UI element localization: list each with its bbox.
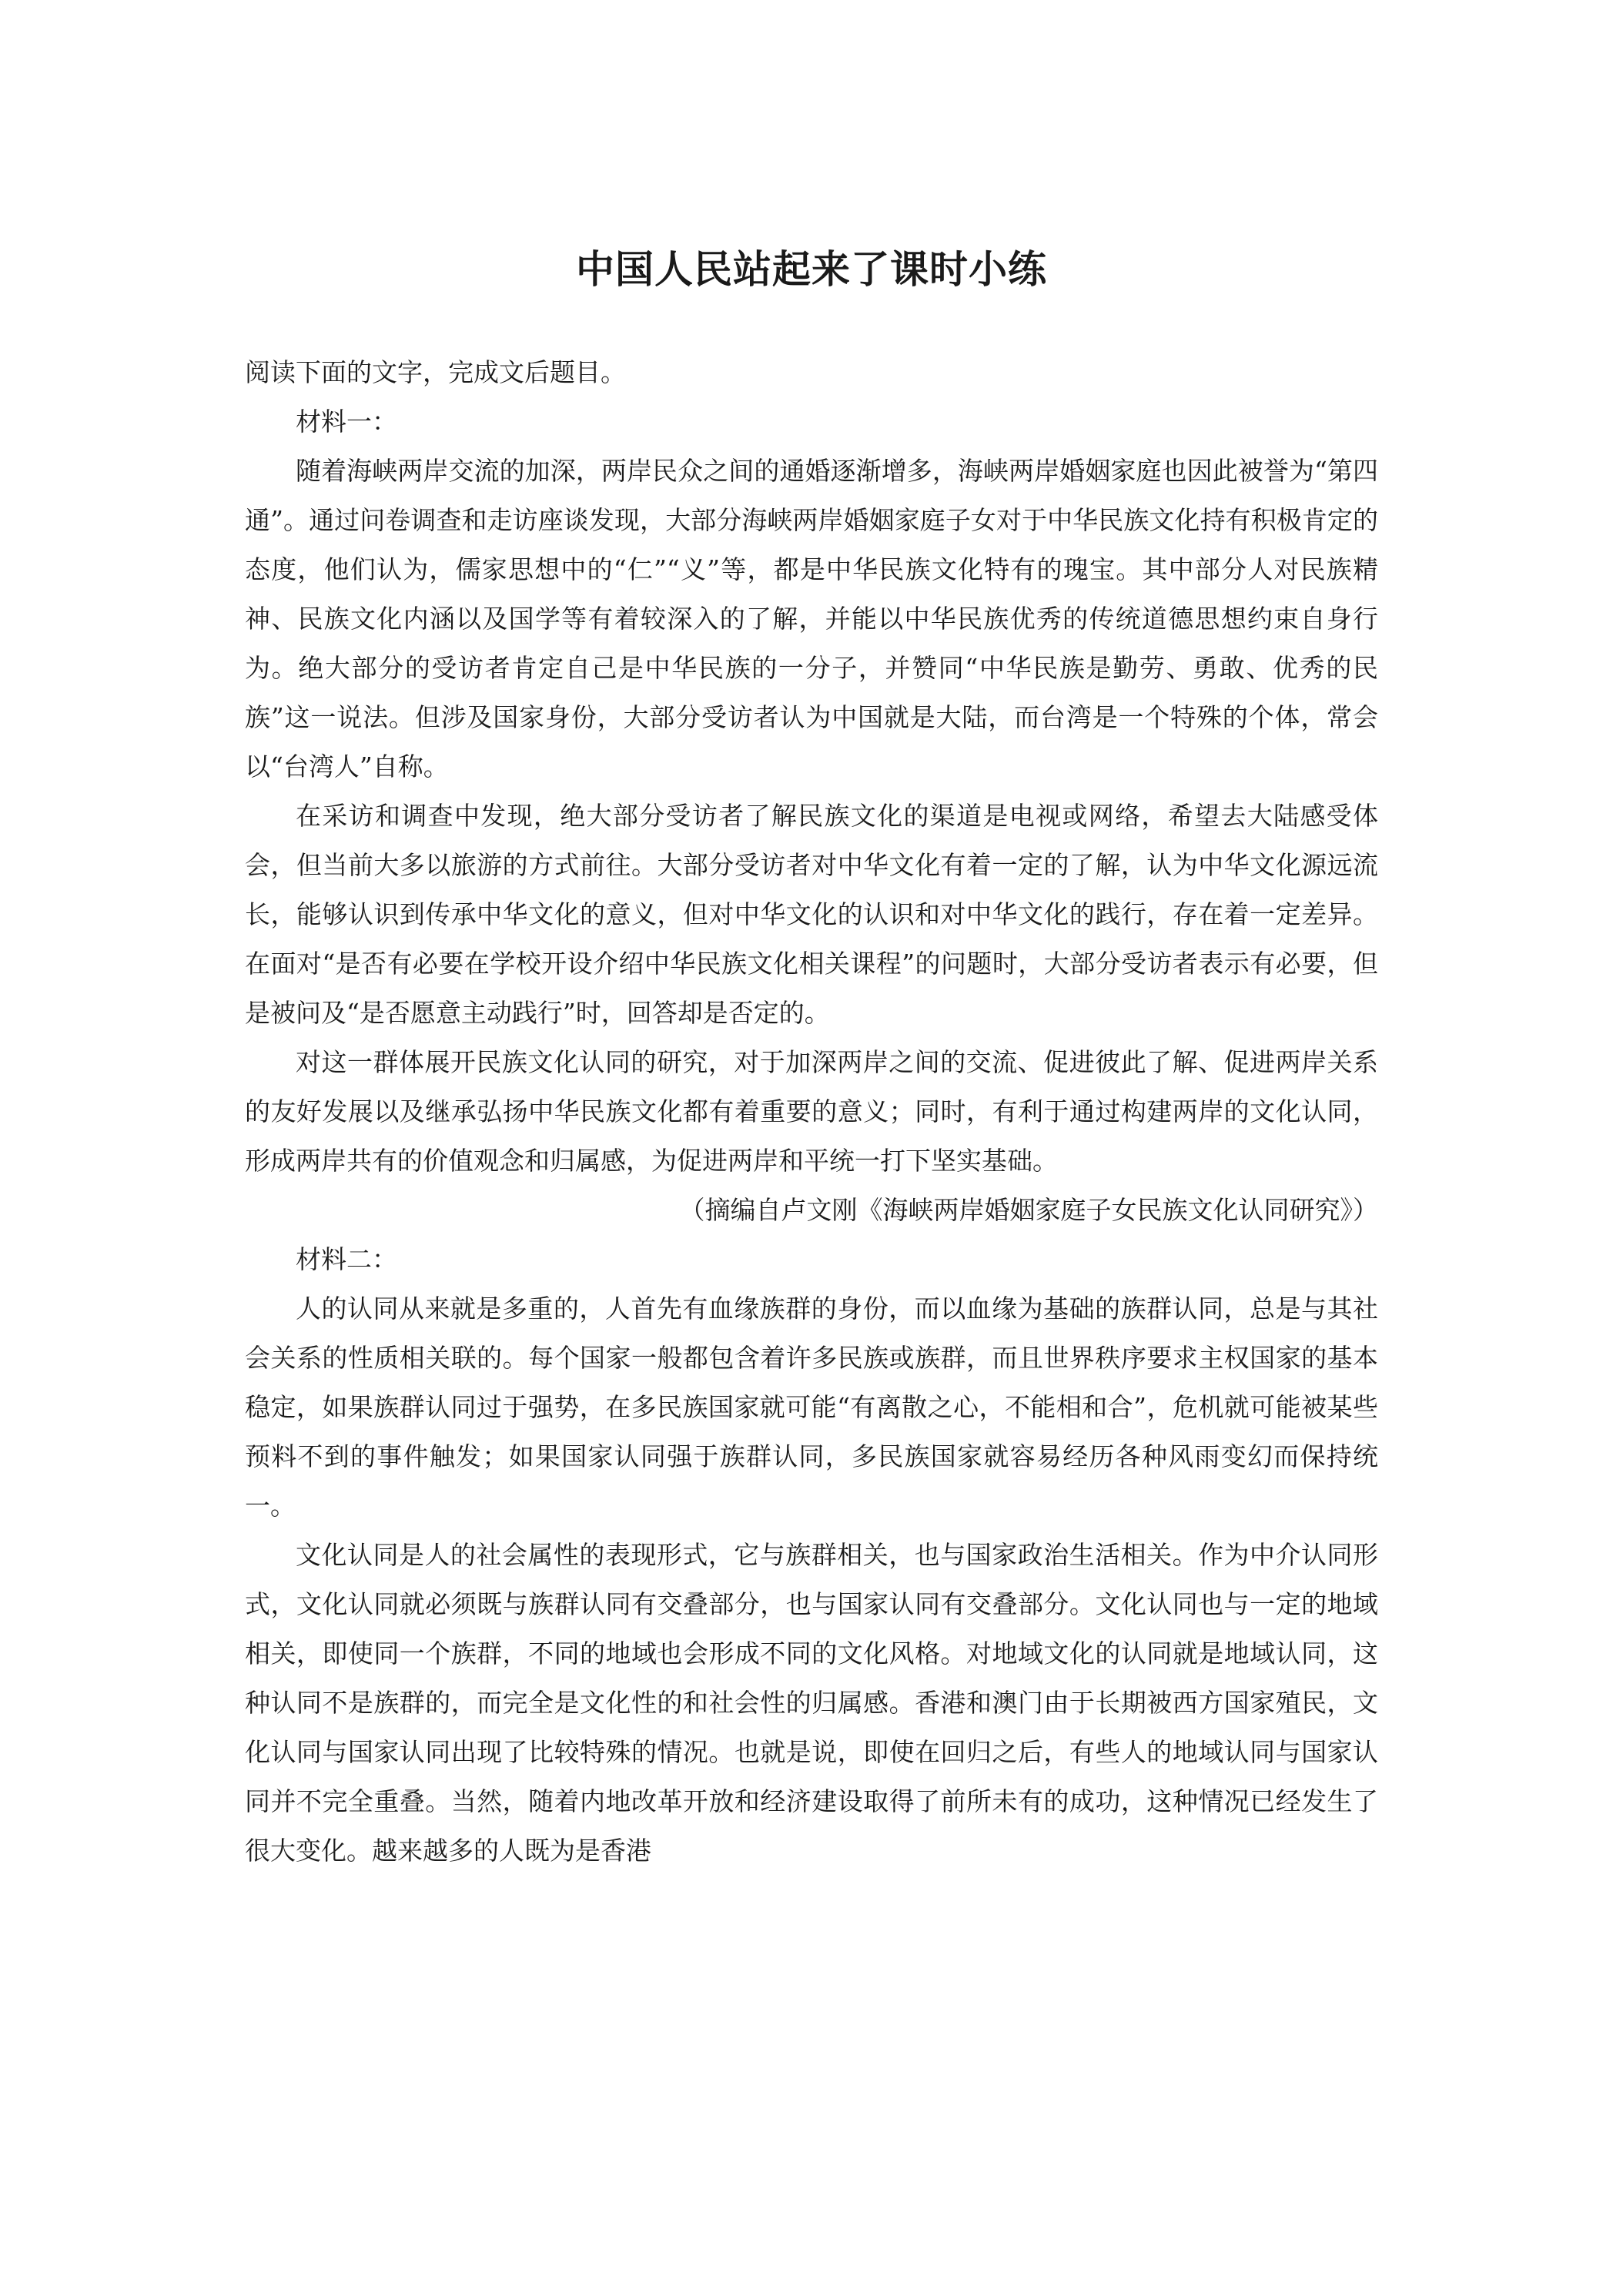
material-two-paragraph: 文化认同是人的社会属性的表现形式，它与族群相关，也与国家政治生活相关。作为中介认同形式，文化认同就必须既与族群认同有交叠部分，也与国家认同有交叠部分。文化认同也与一定的地域相关，即使同一个族群，不同的地域也会形成不同的文化风格。对地域文化的认同就是地域认同，这种认同不是族群的，而完全是文化性的和社会性的归属感。香港和澳门由于长期被西方国家殖民，文化认同与国家认同出现了比较特殊的情况。也就是说，即使在回归之后，有些人的地域认同与国家认同并不完全重叠。当然，随着内地改革开放和经济建设取得了前所未有的成功，这种情况已经发生了很大变化。越来越多的人既为是香港 (245, 1540, 1378, 1866)
material-one-paragraph: 随着海峡两岸交流的加深，两岸民众之间的通婚逐渐增多，海峡两岸婚姻家庭也因此被誉为“第四通”。通过问卷调查和走访座谈发现，大部分海峡两岸婚姻家庭子女对于中华民族文化持有积极肯定的态度，他们认为，儒家思想中的“仁”“义”等，都是中华民族文化特有的瑰宝。其中部分人对民族精神、民族文化内涵以及国学等有着较深入的了解，并能以中华民族优秀的传统道德思想约束自身行为。绝大部分的受访者肯定自己是中华民族的一分子，并赞同“中华民族是勤劳、勇敢、优秀的民族”这一说法。但涉及国家身份，大部分受访者认为中国就是大陆，而台湾是一个特殊的个体，常会以“台湾人”自称。 (245, 456, 1378, 782)
instruction-text: 阅读下面的文字，完成文后题目。 (245, 357, 626, 387)
material-one-paragraph: 在采访和调查中发现，绝大部分受访者了解民族文化的渠道是电视或网络，希望去大陆感受体会，但当前大多以旅游的方式前往。大部分受访者对中华文化有着一定的了解，认为中华文化源远流长，能够认识到传承中华文化的意义，但对中华文化的认识和对中华文化的践行，存在着一定差异。在面对“是否有必要在学校开设介绍中华民族文化相关课程”的问题时，大部分受访者表示有必要，但是被问及“是否愿意主动践行”时，回答却是否定的。 (245, 801, 1378, 1028)
material-one-paragraph: 对这一群体展开民族文化认同的研究，对于加深两岸之间的交流、促进彼此了解、促进两岸关系的友好发展以及继承弘扬中华民族文化都有着重要的意义；同时，有利于通过构建两岸的文化认同，形成两岸共有的价值观念和归属感，为促进两岸和平统一打下坚实基础。 (245, 1047, 1378, 1176)
material-one-source: （摘编自卢文刚《海峡两岸婚姻家庭子女民族文化认同研究》） (679, 1195, 1378, 1225)
material-two-paragraph: 人的认同从来就是多重的，人首先有血缘族群的身份，而以血缘为基础的族群认同，总是与其社会关系的性质相关联的。每个国家一般都包含着许多民族或族群，而且世界秩序要求主权国家的基本稳定，如果族群认同过于强势，在多民族国家就可能“有离散之心，不能相和合”，危机就可能被某些预料不到的事件触发；如果国家认同强于族群认同，多民族国家就容易经历各种风雨变幻而保持统一。 (245, 1294, 1378, 1521)
material-two-label: 材料二： (296, 1244, 397, 1274)
material-one-label: 材料一： (296, 407, 397, 437)
page-title: 中国人民站起来了课时小练 (576, 246, 1047, 292)
document-body (245, 348, 1378, 1876)
